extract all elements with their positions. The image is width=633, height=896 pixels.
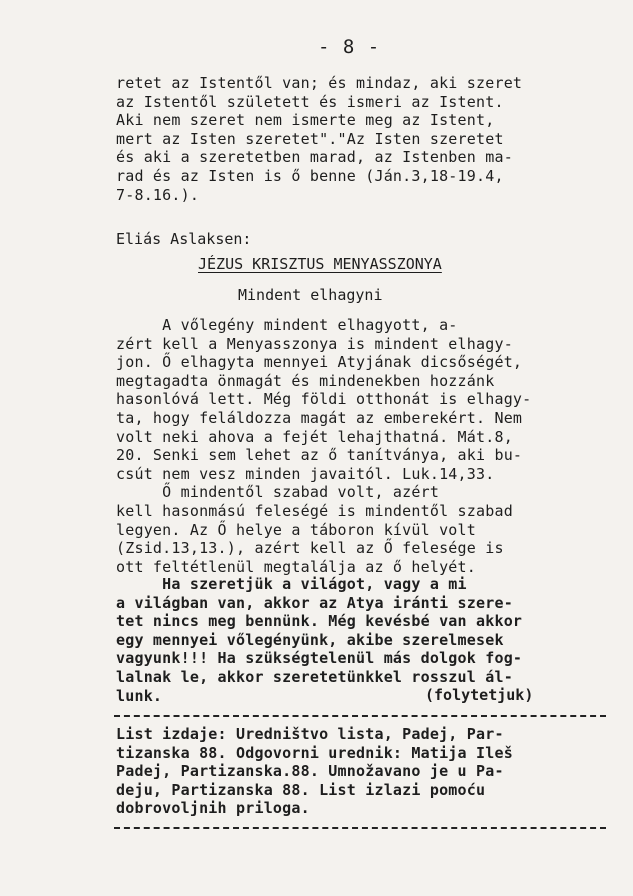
intro-line: és aki a szeretetben marad, az Istenben ma- xyxy=(116,148,513,167)
body-line: A vőlegény mindent elhagyott, a- xyxy=(116,316,458,334)
article-author: Eliás Aslaksen: xyxy=(116,230,252,248)
body-line: kell hasonmású feleségé is mindentől szabad xyxy=(116,501,513,520)
body-line: ta, hogy feláldozza magát az emberekért. Nem xyxy=(116,408,523,427)
bold-line: Ha szeretjük a világot, vagy a mi xyxy=(116,575,467,593)
body-line: (Zsid.13,13.), azért kell az Ő felesége is xyxy=(116,539,504,558)
intro-line: az Istentől született és ismeri az Istent. xyxy=(116,92,504,111)
body-line: volt neki ahova a fejét lehajthatná. Mát.8, xyxy=(116,427,513,446)
body-line: zért kell a Menyasszonya is mindent elhagy- xyxy=(116,334,513,353)
bold-line: vagyunk!!! Ha szükségtelenül más dolgok fog- xyxy=(116,649,523,668)
publisher-footer xyxy=(116,725,596,818)
footer-line: tizanska 88. Odgovorni urednik: Matija Ileš xyxy=(116,743,513,762)
bold-line: tet nincs meg bennünk. Még kevésbé van akkor xyxy=(116,612,523,631)
intro-line: mert az Isten szeretet"."Az Isten szeretet xyxy=(116,129,504,148)
bottom-divider xyxy=(114,827,606,829)
footer-line: dobrovoljnih priloga. xyxy=(116,799,310,818)
article-subtitle: Mindent elhagyni xyxy=(238,286,383,304)
footer-line: List izdaje: Uredništvo lista, Padej, Par- xyxy=(116,725,504,743)
bold-line: lalnak le, akkor szeretetünkkel rosszul ál- xyxy=(116,667,513,686)
bold-line: egy mennyei vőlegényünk, akibe szerelmesek xyxy=(116,630,504,649)
body-line: hasonlóvá lett. Még földi otthonát is elhagy- xyxy=(116,390,532,409)
footer-line: deju, Partizanska 88. List izlazi pomoću xyxy=(116,780,486,799)
bold-line: a világban van, akkor az Atya iránti szere- xyxy=(116,593,513,612)
body-line: 20. Senki sem lehet az ő tanítványa, aki bu- xyxy=(116,446,523,465)
bold-line: lunk. xyxy=(116,686,163,705)
intro-line: Aki nem szeret nem ismerte meg az Istent, xyxy=(116,111,495,130)
body-line: ott feltétlenül megtalálja az ő helyét. xyxy=(116,557,476,576)
body-line: Ő mindentől szabad volt, azért xyxy=(116,483,440,502)
page-number: - 8 - xyxy=(318,36,381,58)
article-title: JÉZUS KRISZTUS MENYASSZONYA xyxy=(198,255,442,273)
intro-line: 7-8.16.). xyxy=(116,185,200,204)
intro-line: rad és az Isten is ő benne (Ján.3,18-19.4, xyxy=(116,166,504,185)
top-divider xyxy=(114,715,606,717)
intro-line: retet az Istentől van; és mindaz, aki szeret xyxy=(116,74,523,92)
intro-paragraph xyxy=(116,74,596,204)
footer-line: Padej, Partizanska.88. Umnožavano je u Pa- xyxy=(116,762,504,781)
body-line: megtagadta önmagát és mindenekben hozzánk xyxy=(116,371,495,390)
to-be-continued: (folytetjuk) xyxy=(425,686,534,704)
body-line: jon. Ő elhagyta mennyei Atyjának dicsőségét, xyxy=(116,353,523,372)
body-line: csút nem vesz minden javaitól. Luk.14,33. xyxy=(116,464,495,483)
body-line: legyen. Az Ő helye a táboron kívül volt xyxy=(116,520,476,539)
article-body xyxy=(116,316,596,576)
